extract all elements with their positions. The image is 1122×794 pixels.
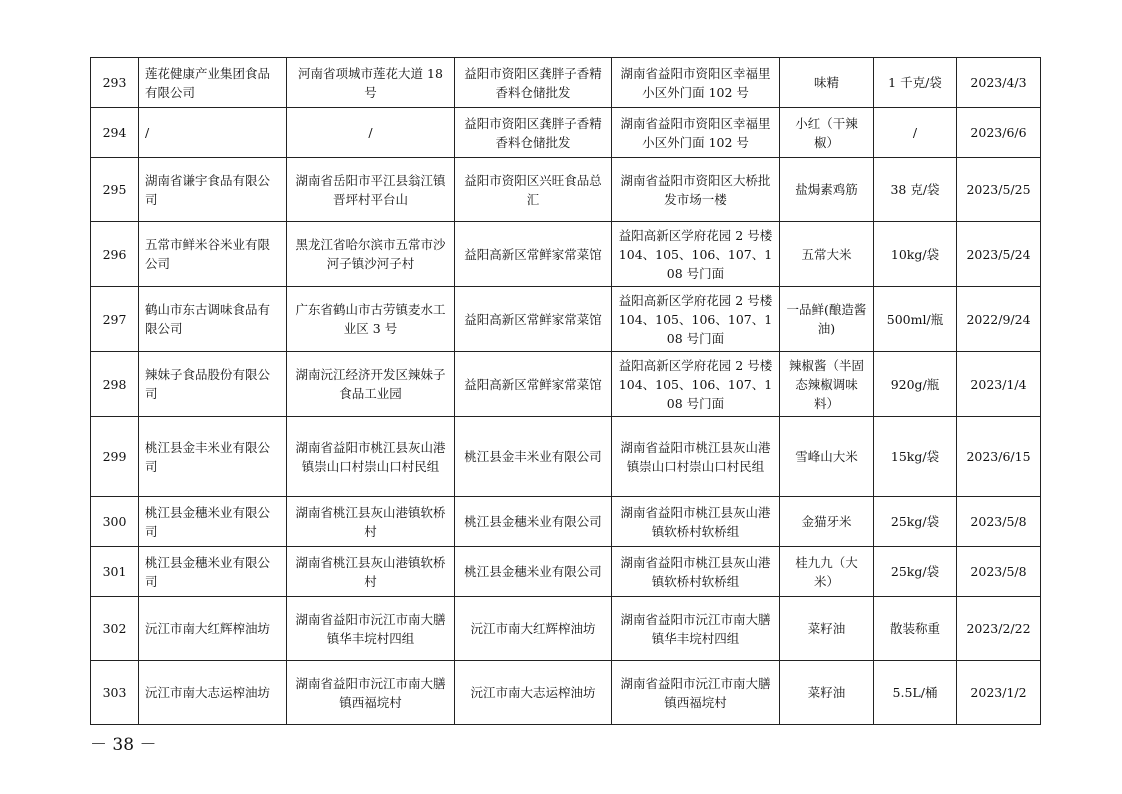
table-row <box>91 352 1041 417</box>
product-name-cell: 小红（干辣椒） <box>780 108 874 158</box>
product-spec-cell: 500ml/瓶 <box>874 287 957 352</box>
production-date-cell: 2023/5/25 <box>957 158 1041 222</box>
table-row <box>91 597 1041 661</box>
product-name-cell: 菜籽油 <box>780 597 874 661</box>
table-row <box>91 222 1041 287</box>
page-number: － 38 － <box>90 735 157 755</box>
table-row <box>91 661 1041 725</box>
product-spec-cell: 25kg/袋 <box>874 547 957 597</box>
table-row <box>91 417 1041 497</box>
seller-name-cell: 桃江县金丰米业有限公司 <box>455 417 612 497</box>
table-row <box>91 497 1041 547</box>
sampling-table <box>90 57 1041 725</box>
producer-name-cell: 辣妹子食品股份有限公司 <box>139 352 287 417</box>
seller-address-cell: 湖南省益阳市资阳区大桥批发市场一楼 <box>612 158 780 222</box>
seller-address-cell: 益阳高新区学府花园 2 号楼 104、105、106、107、108 号门面 <box>612 352 780 417</box>
product-spec-cell: / <box>874 108 957 158</box>
product-spec-cell: 1 千克/袋 <box>874 58 957 108</box>
producer-name-cell: 五常市鲜米谷米业有限公司 <box>139 222 287 287</box>
producer-name-cell: 沅江市南大红辉榨油坊 <box>139 597 287 661</box>
producer-address-cell: 湖南省益阳市沅江市南大膳镇华丰垸村四组 <box>287 597 455 661</box>
producer-name-cell: 桃江县金穗米业有限公司 <box>139 497 287 547</box>
producer-address-cell: / <box>287 108 455 158</box>
product-spec-cell: 15kg/袋 <box>874 417 957 497</box>
production-date-cell: 2023/5/24 <box>957 222 1041 287</box>
producer-address-cell: 黑龙江省哈尔滨市五常市沙河子镇沙河子村 <box>287 222 455 287</box>
table-row <box>91 58 1041 108</box>
product-name-cell: 五常大米 <box>780 222 874 287</box>
seller-address-cell: 益阳高新区学府花园 2 号楼 104、105、106、107、108 号门面 <box>612 222 780 287</box>
seller-name-cell: 益阳市资阳区兴旺食品总汇 <box>455 158 612 222</box>
seller-name-cell: 沅江市南大志运榨油坊 <box>455 661 612 725</box>
seller-name-cell: 益阳市资阳区龚胖子香精香料仓储批发 <box>455 58 612 108</box>
product-name-cell: 一品鲜(酿造酱油) <box>780 287 874 352</box>
product-name-cell: 桂九九（大米） <box>780 547 874 597</box>
seller-name-cell: 益阳高新区常鲜家常菜馆 <box>455 222 612 287</box>
table-row <box>91 287 1041 352</box>
product-spec-cell: 10kg/袋 <box>874 222 957 287</box>
product-name-cell: 盐焗素鸡筋 <box>780 158 874 222</box>
producer-address-cell: 湖南省益阳市沅江市南大膳镇西福垸村 <box>287 661 455 725</box>
row-number-cell: 301 <box>91 547 139 597</box>
producer-address-cell: 湖南沅江经济开发区辣妹子食品工业园 <box>287 352 455 417</box>
seller-address-cell: 益阳高新区学府花园 2 号楼 104、105、106、107、108 号门面 <box>612 287 780 352</box>
seller-name-cell: 益阳市资阳区龚胖子香精香料仓储批发 <box>455 108 612 158</box>
producer-address-cell: 广东省鹤山市古劳镇麦水工业区 3 号 <box>287 287 455 352</box>
product-spec-cell: 散装称重 <box>874 597 957 661</box>
seller-address-cell: 湖南省益阳市桃江县灰山港镇崇山口村崇山口村民组 <box>612 417 780 497</box>
producer-name-cell: 莲花健康产业集团食品有限公司 <box>139 58 287 108</box>
producer-name-cell: / <box>139 108 287 158</box>
row-number-cell: 295 <box>91 158 139 222</box>
producer-name-cell: 湖南省谦宇食品有限公司 <box>139 158 287 222</box>
production-date-cell: 2023/1/2 <box>957 661 1041 725</box>
product-spec-cell: 38 克/袋 <box>874 158 957 222</box>
seller-name-cell: 桃江县金穗米业有限公司 <box>455 497 612 547</box>
table-row <box>91 158 1041 222</box>
table-row <box>91 108 1041 158</box>
production-date-cell: 2023/6/6 <box>957 108 1041 158</box>
table-body <box>91 58 1041 725</box>
product-name-cell: 菜籽油 <box>780 661 874 725</box>
producer-name-cell: 鹤山市东古调味食品有限公司 <box>139 287 287 352</box>
producer-name-cell: 桃江县金丰米业有限公司 <box>139 417 287 497</box>
product-name-cell: 金猫牙米 <box>780 497 874 547</box>
seller-address-cell: 湖南省益阳市桃江县灰山港镇软桥村软桥组 <box>612 497 780 547</box>
production-date-cell: 2023/6/15 <box>957 417 1041 497</box>
producer-address-cell: 湖南省桃江县灰山港镇软桥村 <box>287 547 455 597</box>
seller-name-cell: 桃江县金穗米业有限公司 <box>455 547 612 597</box>
row-number-cell: 297 <box>91 287 139 352</box>
row-number-cell: 298 <box>91 352 139 417</box>
row-number-cell: 293 <box>91 58 139 108</box>
row-number-cell: 296 <box>91 222 139 287</box>
producer-address-cell: 河南省项城市莲花大道 18 号 <box>287 58 455 108</box>
table-row <box>91 547 1041 597</box>
production-date-cell: 2023/2/22 <box>957 597 1041 661</box>
product-name-cell: 味精 <box>780 58 874 108</box>
producer-address-cell: 湖南省桃江县灰山港镇软桥村 <box>287 497 455 547</box>
seller-address-cell: 湖南省益阳市沅江市南大膳镇华丰垸村四组 <box>612 597 780 661</box>
product-spec-cell: 25kg/袋 <box>874 497 957 547</box>
product-spec-cell: 5.5L/桶 <box>874 661 957 725</box>
production-date-cell: 2023/1/4 <box>957 352 1041 417</box>
product-spec-cell: 920g/瓶 <box>874 352 957 417</box>
producer-name-cell: 沅江市南大志运榨油坊 <box>139 661 287 725</box>
row-number-cell: 294 <box>91 108 139 158</box>
production-date-cell: 2023/5/8 <box>957 547 1041 597</box>
seller-name-cell: 益阳高新区常鲜家常菜馆 <box>455 287 612 352</box>
seller-name-cell: 沅江市南大红辉榨油坊 <box>455 597 612 661</box>
producer-address-cell: 湖南省益阳市桃江县灰山港镇崇山口村崇山口村民组 <box>287 417 455 497</box>
product-name-cell: 雪峰山大米 <box>780 417 874 497</box>
seller-address-cell: 湖南省益阳市资阳区幸福里小区外门面 102 号 <box>612 58 780 108</box>
production-date-cell: 2023/5/8 <box>957 497 1041 547</box>
row-number-cell: 302 <box>91 597 139 661</box>
row-number-cell: 303 <box>91 661 139 725</box>
production-date-cell: 2023/4/3 <box>957 58 1041 108</box>
producer-address-cell: 湖南省岳阳市平江县翁江镇晋坪村平台山 <box>287 158 455 222</box>
seller-address-cell: 湖南省益阳市资阳区幸福里小区外门面 102 号 <box>612 108 780 158</box>
row-number-cell: 299 <box>91 417 139 497</box>
row-number-cell: 300 <box>91 497 139 547</box>
seller-address-cell: 湖南省益阳市沅江市南大膳镇西福垸村 <box>612 661 780 725</box>
product-name-cell: 辣椒酱（半固态辣椒调味料） <box>780 352 874 417</box>
seller-name-cell: 益阳高新区常鲜家常菜馆 <box>455 352 612 417</box>
production-date-cell: 2022/9/24 <box>957 287 1041 352</box>
producer-name-cell: 桃江县金穗米业有限公司 <box>139 547 287 597</box>
seller-address-cell: 湖南省益阳市桃江县灰山港镇软桥村软桥组 <box>612 547 780 597</box>
